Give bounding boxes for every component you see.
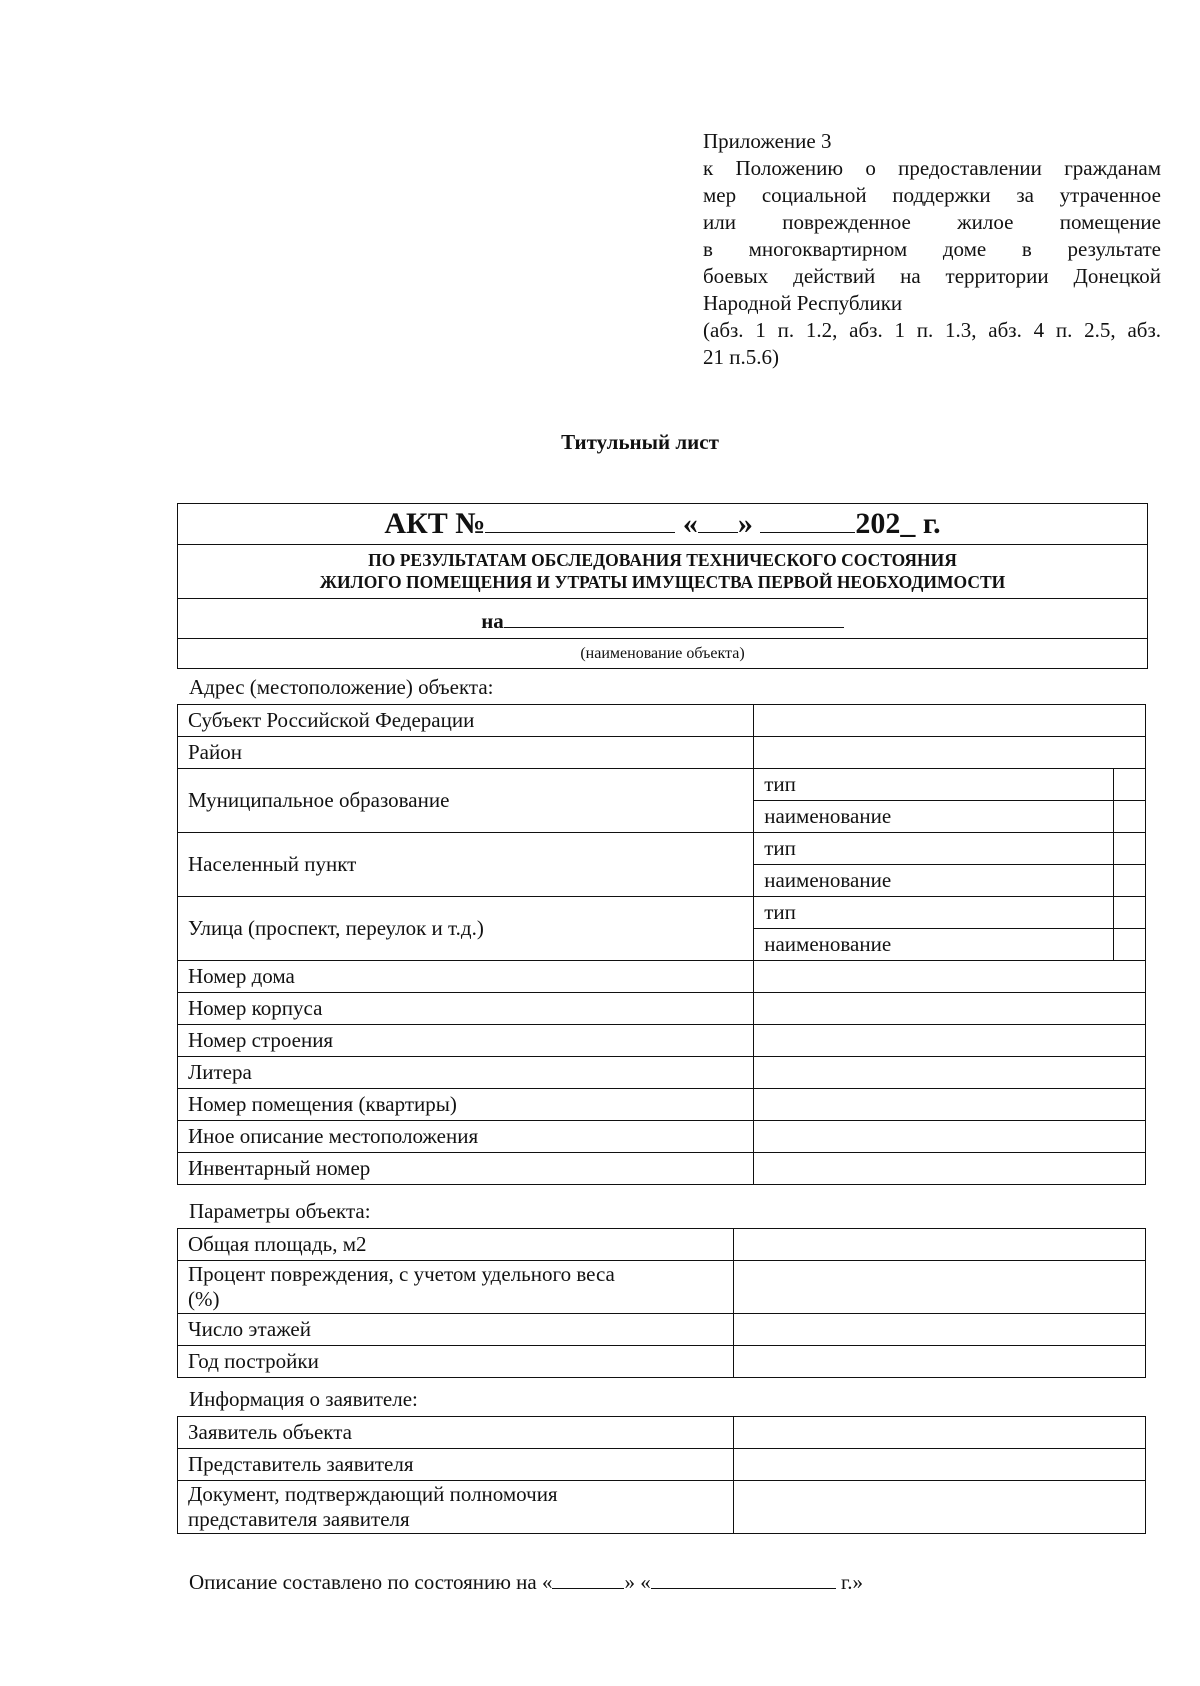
table-row	[178, 897, 1146, 929]
state-date-middle: » «	[624, 1570, 651, 1594]
area-value[interactable]	[734, 1229, 1146, 1261]
act-day-blank[interactable]	[698, 504, 738, 533]
litera-value[interactable]	[754, 1057, 1146, 1089]
act-month-blank[interactable]	[760, 504, 855, 533]
table-row	[178, 1057, 1146, 1089]
litera-label: Литера	[178, 1057, 754, 1089]
state-day-blank[interactable]	[552, 1568, 624, 1589]
settlement-type-label: тип	[754, 833, 1114, 865]
applicant-label: Заявитель объекта	[178, 1417, 734, 1449]
state-date-suffix: г.»	[835, 1570, 863, 1594]
table-row	[178, 1481, 1146, 1534]
table-row	[178, 1314, 1146, 1346]
settlement-type-value[interactable]	[1113, 833, 1145, 865]
damage-label	[178, 1261, 734, 1314]
settlement-label: Населенный пункт	[178, 833, 754, 897]
applicant-value[interactable]	[734, 1417, 1146, 1449]
table-row	[178, 833, 1146, 865]
table-row	[178, 1153, 1146, 1185]
apartment-number-label: Номер помещения (квартиры)	[178, 1089, 754, 1121]
applicant-table	[177, 1416, 1146, 1534]
settlement-name-value[interactable]	[1113, 865, 1145, 897]
street-label: Улица (проспект, переулок и т.д.)	[178, 897, 754, 961]
municipality-name-value[interactable]	[1113, 801, 1145, 833]
table-row	[178, 1229, 1146, 1261]
street-name-value[interactable]	[1113, 929, 1145, 961]
table-row	[178, 993, 1146, 1025]
act-subtitle-line: ПО РЕЗУЛЬТАТАМ ОБСЛЕДОВАНИЯ ТЕХНИЧЕСКОГО СОСТОЯНИЯ	[368, 550, 957, 570]
area-label: Общая площадь, м2	[178, 1229, 734, 1261]
table-row	[178, 1089, 1146, 1121]
appendix-line: боевых действий на территории Донецкой	[703, 264, 1161, 288]
street-name-label: наименование	[754, 929, 1114, 961]
municipality-type-value[interactable]	[1113, 769, 1145, 801]
building-number-label: Номер корпуса	[178, 993, 754, 1025]
act-object-row	[178, 599, 1147, 639]
floors-value[interactable]	[734, 1314, 1146, 1346]
year-built-value[interactable]	[734, 1346, 1146, 1378]
table-row	[178, 961, 1146, 993]
damage-label-line: (%)	[188, 1287, 220, 1311]
table-row	[178, 1449, 1146, 1481]
state-month-year-blank[interactable]	[651, 1568, 836, 1589]
inventory-number-label: Инвентарный номер	[178, 1153, 754, 1185]
object-caption: (наименование объекта)	[580, 645, 745, 662]
authority-document-line: Документ, подтверждающий полномочия	[188, 1482, 558, 1506]
other-location-value[interactable]	[754, 1121, 1146, 1153]
appendix-line: в многоквартирном доме в результате	[703, 237, 1161, 261]
quote-open: «	[682, 507, 698, 540]
inventory-number-value[interactable]	[754, 1153, 1146, 1185]
table-row	[178, 705, 1146, 737]
params-table	[177, 1228, 1146, 1378]
representative-value[interactable]	[734, 1449, 1146, 1481]
street-type-label: тип	[754, 897, 1114, 929]
quote-close: »	[737, 507, 753, 540]
table-row	[178, 1121, 1146, 1153]
street-type-value[interactable]	[1113, 897, 1145, 929]
other-location-label: Иное описание местоположения	[178, 1121, 754, 1153]
na-label: на	[481, 609, 504, 633]
appendix-refs: (абз. 1 п. 1.2, абз. 1 п. 1.3, абз. 4 п. 2.5, абз.	[703, 318, 1161, 342]
damage-label-line: Процент повреждения, с учетом удельного веса	[188, 1262, 615, 1286]
representative-label: Представитель заявителя	[178, 1449, 734, 1481]
authority-document-label	[178, 1481, 734, 1534]
object-name-blank[interactable]	[504, 599, 844, 628]
table-row	[178, 1346, 1146, 1378]
house-number-value[interactable]	[754, 961, 1146, 993]
house-number-label: Номер дома	[178, 961, 754, 993]
address-table	[177, 704, 1146, 1185]
act-number-row	[178, 504, 1147, 545]
authority-document-value[interactable]	[734, 1481, 1146, 1534]
settlement-name-label: наименование	[754, 865, 1114, 897]
year-built-label: Год постройки	[178, 1346, 734, 1378]
floors-label: Число этажей	[178, 1314, 734, 1346]
municipality-type-label: тип	[754, 769, 1114, 801]
appendix-line: или поврежденное жилое помещение	[703, 210, 1161, 234]
district-label: Район	[178, 737, 754, 769]
structure-number-value[interactable]	[754, 1025, 1146, 1057]
address-section-label: Адрес (местоположение) объекта:	[189, 675, 494, 699]
subject-value[interactable]	[754, 705, 1146, 737]
damage-value[interactable]	[734, 1261, 1146, 1314]
applicant-section-label: Информация о заявителе:	[189, 1387, 418, 1411]
state-date-prefix: Описание составлено по состоянию на «	[189, 1570, 553, 1594]
table-row	[178, 1417, 1146, 1449]
act-label: АКТ №	[384, 507, 486, 540]
apartment-number-value[interactable]	[754, 1089, 1146, 1121]
appendix-number: Приложение 3	[703, 129, 832, 153]
subject-label: Субъект Российской Федерации	[178, 705, 754, 737]
appendix-line: Народной Республики	[703, 291, 903, 315]
municipality-name-label: наименование	[754, 801, 1114, 833]
act-subtitle	[178, 545, 1147, 599]
act-box	[177, 503, 1148, 669]
building-number-value[interactable]	[754, 993, 1146, 1025]
params-section-label: Параметры объекта:	[189, 1199, 371, 1223]
municipality-label: Муниципальное образование	[178, 769, 754, 833]
appendix-line: к Положению о предоставлении гражданам	[703, 156, 1161, 180]
act-year: 202_ г.	[855, 507, 941, 540]
appendix-refs: 21 п.5.6)	[703, 345, 779, 369]
appendix-header	[703, 128, 1161, 371]
structure-number-label: Номер строения	[178, 1025, 754, 1057]
district-value[interactable]	[754, 737, 1146, 769]
act-number-blank[interactable]	[485, 504, 675, 533]
table-row	[178, 737, 1146, 769]
authority-document-line: представителя заявителя	[188, 1507, 410, 1531]
page-title: Титульный лист	[561, 430, 719, 454]
state-date-line	[189, 1568, 863, 1596]
table-row	[178, 1025, 1146, 1057]
act-subtitle-line: ЖИЛОГО ПОМЕЩЕНИЯ И УТРАТЫ ИМУЩЕСТВА ПЕРВОЙ НЕОБХОДИМОСТИ	[319, 572, 1006, 592]
table-row	[178, 1261, 1146, 1314]
table-row	[178, 769, 1146, 801]
appendix-line: мер социальной поддержки за утраченное	[703, 183, 1161, 207]
